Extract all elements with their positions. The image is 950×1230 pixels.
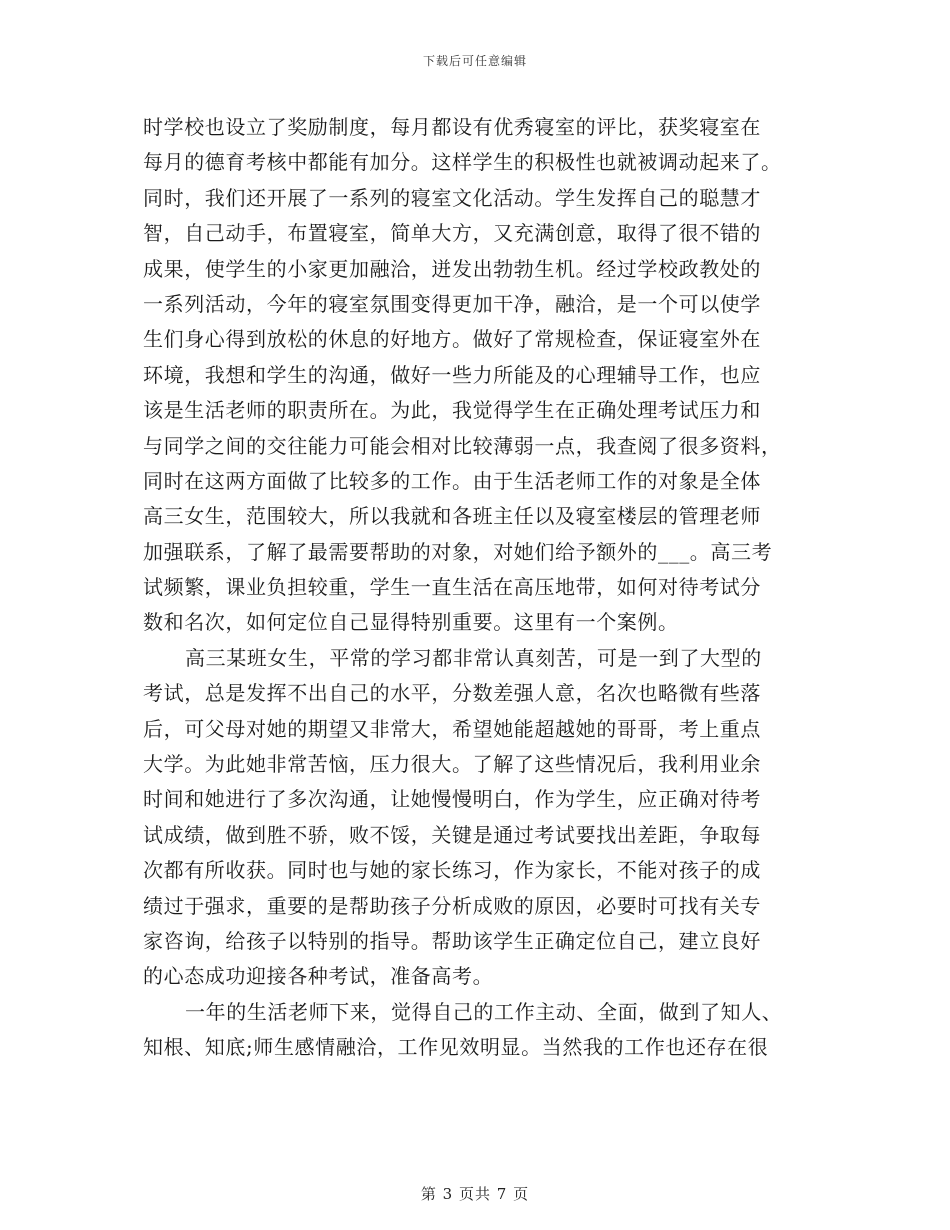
text-line: 与同学之间的交往能力可能会相对比较薄弱一点，我查阅了很多资料， [143,433,782,458]
text-line: 家咨询，给孩子以特别的指导。帮助该学生正确定位自己，建立良好 [143,928,761,953]
paragraph-start-line: 高三某班女生，平常的学习都非常认真刻苦，可是一到了大型的 [185,645,762,670]
text-line: 大学。为此她非常苦恼，压力很大。了解了这些情况后，我利用业余 [143,752,761,777]
page-header: 下载后可任意编辑 [422,54,527,68]
text-line: 知根、知底;师生感情融洽，工作见效明显。当然我的工作也还存在很 [143,1035,769,1060]
text-line: 该是生活老师的职责所在。为此，我觉得学生在正确处理考试压力和 [143,398,761,423]
document-body [143,110,811,1066]
text-line: 时学校也设立了奖励制度，每月都设有优秀寝室的评比，获奖寝室在 [143,115,761,139]
text-line: 试频繁，课业负担较重，学生一直生活在高压地带，如何对待考试分 [143,575,761,600]
text-line: 后，可父母对她的期望又非常大，希望她能超越她的哥哥，考上重点 [143,716,761,741]
text-line: 考试，总是发挥不出自己的水平，分数差强人意，名次也略微有些落 [143,681,761,706]
text-line: 同时在这两方面做了比较多的工作。由于生活老师工作的对象是全体 [143,468,761,493]
paragraph-start-line: 一年的生活老师下来，觉得自己的工作主动、全面，做到了知人、 [185,999,783,1024]
text-line: 成果，使学生的小家更加融洽，迸发出勃勃生机。经过学校政教处的 [143,256,761,281]
page-number: 第 3 页共 7 页 [420,1185,530,1203]
text-line: 时间和她进行了多次沟通，让她慢慢明白，作为学生，应正确对待考 [143,787,761,812]
text-line: 同时，我们还开展了一系列的寝室文化活动。学生发挥自己的聪慧才 [143,185,761,210]
text-line: 次都有所收获。同时也与她的家长练习，作为家长，不能对孩子的成 [143,858,761,883]
text-line: 高三女生，范围较大，所以我就和各班主任以及寝室楼层的管理老师 [143,504,761,529]
text-line: 加强联系，了解了最需要帮助的对象，对她们给予额外的___。高三考 [143,539,773,564]
text-line: 智，自己动手，布置寝室，简单大方，又充满创意，取得了很不错的 [143,221,761,246]
text-line: 的心态成功迎接各种考试，准备高考。 [143,964,494,989]
text-line: 数和名次，如何定位自己显得特别重要。这里有一个案例。 [143,610,679,635]
text-line: 每月的德育考核中都能有加分。这样学生的积极性也就被调动起来了。 [143,150,782,175]
text-line: 一系列活动，今年的寝室氛围变得更加干净，融洽，是一个可以使学 [143,291,761,316]
text-line: 环境，我想和学生的沟通，做好一些力所能及的心理辅导工作，也应 [143,362,761,387]
text-line: 试成绩，做到胜不骄，败不馁，关键是通过考试要找出差距，争取每 [143,822,761,847]
text-line: 绩过于强求，重要的是帮助孩子分析成败的原因，必要时可找有关专 [143,893,761,918]
text-line: 生们身心得到放松的休息的好地方。做好了常规检查，保证寝室外在 [143,327,761,352]
